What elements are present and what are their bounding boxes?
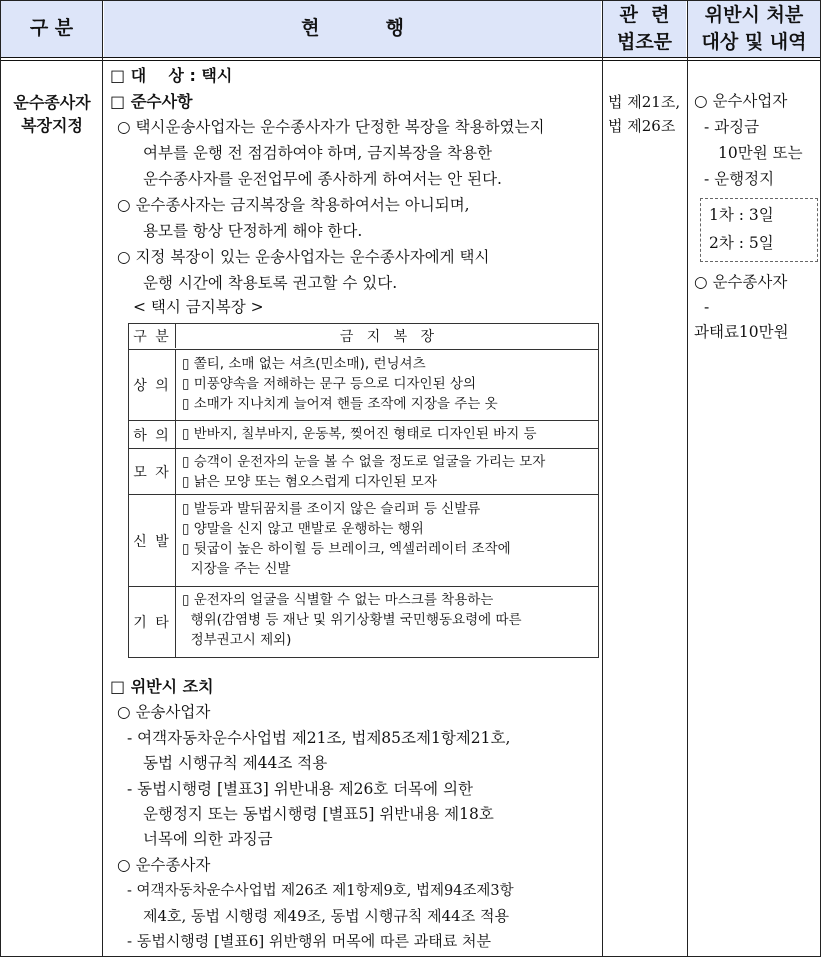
suspension-first: 1차 : 3일 xyxy=(709,206,774,224)
table-header-row xyxy=(129,323,598,348)
table-row xyxy=(129,494,598,586)
table-head-category: 구 분 xyxy=(129,323,176,348)
table-row xyxy=(129,349,598,420)
table-head-items: 금 지 복 장 xyxy=(339,329,435,345)
row-category: 상 의 xyxy=(129,350,176,420)
row-item: 지장을 주는 신발 xyxy=(182,561,291,577)
violation-line: 동법 시행규칙 제44조 적용 xyxy=(143,754,328,772)
penalty-driver-fine: 과태료10만원 xyxy=(694,323,789,341)
row-category: 하 의 xyxy=(129,421,176,448)
table-caption: < 택시 금지복장 > xyxy=(133,298,264,316)
row-item: ▯ 승객이 운전자의 눈을 볼 수 없을 정도로 얼굴을 가리는 모자 xyxy=(182,454,546,470)
header-penalty: 위반시 처분 대상 및 내역 xyxy=(688,0,820,57)
header-category: 구 분 xyxy=(1,0,102,57)
row-item: ▯ 소매가 지나치게 늘어져 핸들 조작에 지장을 주는 옷 xyxy=(182,396,498,412)
violation-line: 운행정지 또는 동법시행령 [별표5] 위반내용 제18호 xyxy=(143,805,494,823)
header-current: 현 행 xyxy=(104,0,601,57)
violation-line: - 여객자동차운수사업법 제26조 제1항제9호, 법제94조제3항 xyxy=(127,883,514,899)
violation-heading: □ 위반시 조치 xyxy=(110,677,214,696)
prohibited-clothing-table xyxy=(128,323,599,658)
rule-line: 여부를 운행 전 점검하여야 하며, 금지복장을 착용한 xyxy=(143,144,492,162)
violation-line: 제4호, 동법 시행령 제49조, 동법 시행규칙 제44조 적용 xyxy=(143,907,509,925)
row-item: ▯ 쫄티, 소매 없는 셔츠(민소매), 런닝셔츠 xyxy=(182,356,426,372)
rules-heading: □ 준수사항 xyxy=(110,92,193,111)
penalty-fine-amount: 10만원 또는 xyxy=(718,144,803,162)
rule-line: ○ 운수종사자는 금지복장을 착용하여서는 아니되며, xyxy=(117,196,470,214)
violation-line: - 여객자동차운수사업법 제21조, 법제85조제1항제21호, xyxy=(127,729,511,747)
penalty-fine: - 과징금 xyxy=(704,118,760,136)
penalty-driver-dash: - xyxy=(704,298,710,316)
header-law: 관 련 법조문 xyxy=(603,0,686,57)
rule-line: 용모를 항상 단정하게 해야 한다. xyxy=(143,222,363,240)
penalty-suspension: - 운행정지 xyxy=(704,170,775,188)
row-item: ▯ 양말을 신지 않고 맨발로 운행하는 행위 xyxy=(182,521,424,537)
row-item: 정부권고시 제외) xyxy=(182,632,292,648)
rule-line: ○ 지정 복장이 있는 운송사업자는 운수종사자에게 택시 xyxy=(117,248,490,266)
suspension-box xyxy=(700,198,818,262)
target-line: □ 대 상 : 택시 xyxy=(110,66,233,85)
rule-line: 운행 시간에 착용토록 권고할 수 있다. xyxy=(143,274,398,292)
row-item: ▯ 뒷굽이 높은 하이힐 등 브레이크, 엑셀러레이터 조작에 xyxy=(182,541,511,557)
violation-line: ○ 운수종사자 xyxy=(117,856,211,874)
law-reference: 법 제21조, 법 제26조 xyxy=(608,93,681,135)
row-item: ▯ 낡은 모양 또는 혐오스럽게 디자인된 모자 xyxy=(182,474,437,490)
table-row xyxy=(129,586,598,657)
rule-line: 운수종사자를 운전업무에 종사하게 하여서는 안 된다. xyxy=(143,170,502,188)
violation-line: 너목에 의한 과징금 xyxy=(143,830,273,848)
violation-line: - 동법시행령 [별표3] 위반내용 제26호 더목에 의한 xyxy=(127,780,473,798)
row-category: 기 타 xyxy=(129,587,176,657)
row-category: 신 발 xyxy=(129,495,176,586)
row-item: ▯ 반바지, 칠부바지, 운동복, 찢어진 형태로 디자인된 바지 등 xyxy=(182,426,537,442)
violation-line: - 동법시행령 [별표6] 위반행위 머목에 따른 과태료 처분 xyxy=(127,932,491,950)
penalty-driver: ○ 운수종사자 xyxy=(694,273,788,291)
row-item: ▯ 운전자의 얼굴을 식별할 수 없는 마스크를 착용하는 xyxy=(182,592,494,608)
penalty-business: ○ 운수사업자 xyxy=(694,92,788,110)
row-category: 모 자 xyxy=(129,449,176,495)
row-item: ▯ 발등과 발뒤꿈치를 조이지 않은 슬리퍼 등 신발류 xyxy=(182,501,481,517)
violation-line: ○ 운송사업자 xyxy=(117,703,211,721)
table-row xyxy=(129,420,598,448)
rule-line: ○ 택시운송사업자는 운수종사자가 단정한 복장을 착용하였는지 xyxy=(117,118,545,136)
category-label: 운수종사자 복장지정 xyxy=(13,93,91,135)
row-item: 행위(감염병 등 재난 및 위기상황별 국민행동요령에 따른 xyxy=(182,612,522,628)
table-row xyxy=(129,448,598,495)
suspension-second: 2차 : 5일 xyxy=(709,234,774,252)
row-item: ▯ 미풍양속을 저해하는 문구 등으로 디자인된 상의 xyxy=(182,376,476,392)
